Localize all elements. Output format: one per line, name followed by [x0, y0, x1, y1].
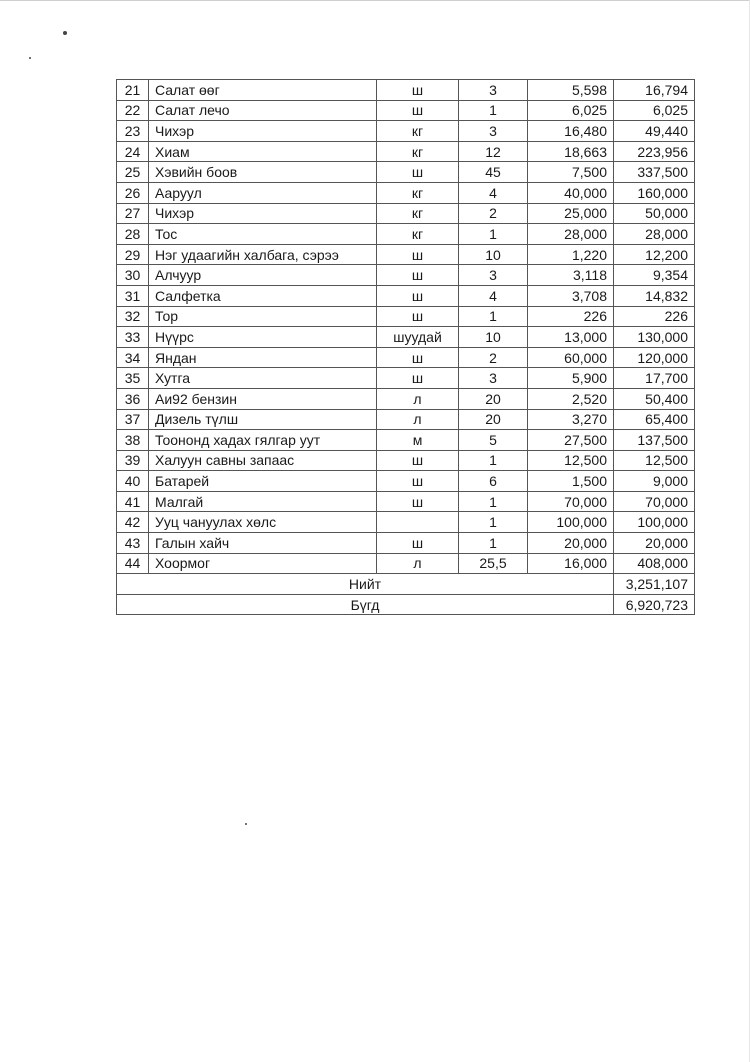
row-number: 33	[117, 327, 149, 348]
item-unit-price: 25,000	[528, 203, 614, 224]
item-name: Малгай	[149, 491, 377, 512]
items-table-body	[117, 80, 695, 574]
row-number: 22	[117, 100, 149, 121]
item-quantity: 4	[459, 182, 528, 203]
item-total: 20,000	[614, 533, 695, 554]
grand-total-row	[117, 594, 695, 615]
item-quantity: 12	[459, 141, 528, 162]
row-number: 27	[117, 203, 149, 224]
item-unit: ш	[377, 306, 459, 327]
item-unit-price: 6,025	[528, 100, 614, 121]
item-unit: кг	[377, 121, 459, 142]
item-total: 12,200	[614, 244, 695, 265]
table-row	[117, 368, 695, 389]
row-number: 34	[117, 347, 149, 368]
item-name: Хиам	[149, 141, 377, 162]
row-number: 35	[117, 368, 149, 389]
item-unit-price: 5,900	[528, 368, 614, 389]
row-number: 28	[117, 224, 149, 245]
item-unit-price: 18,663	[528, 141, 614, 162]
item-name: Салфетка	[149, 285, 377, 306]
row-number: 40	[117, 471, 149, 492]
table-row	[117, 100, 695, 121]
item-total: 100,000	[614, 512, 695, 533]
item-quantity: 1	[459, 512, 528, 533]
item-name: Тос	[149, 224, 377, 245]
items-table	[116, 79, 695, 615]
item-total: 226	[614, 306, 695, 327]
item-quantity: 4	[459, 285, 528, 306]
item-unit-price: 40,000	[528, 182, 614, 203]
item-unit: ш	[377, 471, 459, 492]
item-unit-price: 2,520	[528, 388, 614, 409]
row-number: 43	[117, 533, 149, 554]
item-unit: ш	[377, 265, 459, 286]
item-name: Чихэр	[149, 121, 377, 142]
table-row	[117, 533, 695, 554]
item-total: 6,025	[614, 100, 695, 121]
item-unit: л	[377, 553, 459, 574]
item-unit: ш	[377, 368, 459, 389]
table-row	[117, 285, 695, 306]
item-quantity: 25,5	[459, 553, 528, 574]
item-unit-price: 3,118	[528, 265, 614, 286]
table-row	[117, 182, 695, 203]
item-unit: шуудай	[377, 327, 459, 348]
item-unit: ш	[377, 347, 459, 368]
table-row	[117, 388, 695, 409]
row-number: 38	[117, 430, 149, 451]
table-row	[117, 306, 695, 327]
item-quantity: 1	[459, 533, 528, 554]
table-row	[117, 430, 695, 451]
item-unit-price: 5,598	[528, 80, 614, 101]
item-name: Хутга	[149, 368, 377, 389]
item-unit-price: 70,000	[528, 491, 614, 512]
item-quantity: 1	[459, 306, 528, 327]
row-number: 24	[117, 141, 149, 162]
subtotal-value: 3,251,107	[614, 574, 695, 595]
table-row	[117, 512, 695, 533]
item-name: Дизель түлш	[149, 409, 377, 430]
item-unit-price: 16,000	[528, 553, 614, 574]
item-quantity: 10	[459, 244, 528, 265]
row-number: 41	[117, 491, 149, 512]
item-total: 137,500	[614, 430, 695, 451]
item-unit: кг	[377, 203, 459, 224]
item-unit-price: 60,000	[528, 347, 614, 368]
item-quantity: 5	[459, 430, 528, 451]
item-unit-price: 1,220	[528, 244, 614, 265]
row-number: 26	[117, 182, 149, 203]
item-unit-price: 100,000	[528, 512, 614, 533]
item-unit-price: 1,500	[528, 471, 614, 492]
item-total: 28,000	[614, 224, 695, 245]
item-name: Чихэр	[149, 203, 377, 224]
item-name: Алчуур	[149, 265, 377, 286]
item-unit-price: 3,708	[528, 285, 614, 306]
table-row	[117, 347, 695, 368]
row-number: 37	[117, 409, 149, 430]
item-unit-price: 16,480	[528, 121, 614, 142]
item-total: 337,500	[614, 162, 695, 183]
item-name: Тоононд хадах гялгар уут	[149, 430, 377, 451]
grand-total-label: Бүгд	[117, 594, 614, 615]
item-total: 49,440	[614, 121, 695, 142]
item-total: 50,000	[614, 203, 695, 224]
table-row	[117, 162, 695, 183]
item-unit-price: 28,000	[528, 224, 614, 245]
item-unit: кг	[377, 141, 459, 162]
row-number: 23	[117, 121, 149, 142]
item-total: 16,794	[614, 80, 695, 101]
item-unit-price: 20,000	[528, 533, 614, 554]
subtotal-label: Нийт	[117, 574, 614, 595]
item-unit	[377, 512, 459, 533]
item-unit-price: 27,500	[528, 430, 614, 451]
item-name: Салат лечо	[149, 100, 377, 121]
item-unit: ш	[377, 491, 459, 512]
item-total: 120,000	[614, 347, 695, 368]
item-quantity: 2	[459, 203, 528, 224]
item-quantity: 2	[459, 347, 528, 368]
item-total: 160,000	[614, 182, 695, 203]
item-unit: ш	[377, 285, 459, 306]
item-total: 50,400	[614, 388, 695, 409]
item-name: Хоормог	[149, 553, 377, 574]
item-name: Аи92 бензин	[149, 388, 377, 409]
item-total: 223,956	[614, 141, 695, 162]
table-row	[117, 203, 695, 224]
table-row	[117, 553, 695, 574]
row-number: 31	[117, 285, 149, 306]
item-quantity: 3	[459, 80, 528, 101]
scan-speck	[63, 31, 67, 35]
grand-total-value: 6,920,723	[614, 594, 695, 615]
item-unit: ш	[377, 100, 459, 121]
table-row	[117, 471, 695, 492]
item-unit: ш	[377, 80, 459, 101]
row-number: 44	[117, 553, 149, 574]
item-name: Нүүрс	[149, 327, 377, 348]
item-quantity: 3	[459, 368, 528, 389]
table-row	[117, 121, 695, 142]
item-total: 70,000	[614, 491, 695, 512]
item-quantity: 10	[459, 327, 528, 348]
item-quantity: 1	[459, 224, 528, 245]
row-number: 36	[117, 388, 149, 409]
item-total: 130,000	[614, 327, 695, 348]
item-quantity: 1	[459, 450, 528, 471]
item-total: 17,700	[614, 368, 695, 389]
item-unit: ш	[377, 162, 459, 183]
item-unit: кг	[377, 182, 459, 203]
row-number: 25	[117, 162, 149, 183]
item-name: Галын хайч	[149, 533, 377, 554]
item-name: Яндан	[149, 347, 377, 368]
item-total: 9,000	[614, 471, 695, 492]
item-unit-price: 3,270	[528, 409, 614, 430]
item-name: Салат өөг	[149, 80, 377, 101]
item-unit-price: 13,000	[528, 327, 614, 348]
item-quantity: 6	[459, 471, 528, 492]
item-total: 65,400	[614, 409, 695, 430]
item-unit: ш	[377, 450, 459, 471]
item-name: Ууц чануулах хөлс	[149, 512, 377, 533]
row-number: 32	[117, 306, 149, 327]
item-unit: л	[377, 388, 459, 409]
item-total: 9,354	[614, 265, 695, 286]
item-quantity: 20	[459, 388, 528, 409]
item-quantity: 45	[459, 162, 528, 183]
item-total: 12,500	[614, 450, 695, 471]
table-row	[117, 409, 695, 430]
scan-speck	[29, 57, 31, 59]
item-unit: кг	[377, 224, 459, 245]
row-number: 39	[117, 450, 149, 471]
table-row	[117, 244, 695, 265]
item-quantity: 3	[459, 121, 528, 142]
table-row	[117, 491, 695, 512]
item-unit: ш	[377, 244, 459, 265]
item-name: Нэг удаагийн халбага, сэрээ	[149, 244, 377, 265]
item-name: Хэвийн боов	[149, 162, 377, 183]
table-row	[117, 141, 695, 162]
table-row	[117, 80, 695, 101]
item-quantity: 20	[459, 409, 528, 430]
row-number: 29	[117, 244, 149, 265]
item-total: 408,000	[614, 553, 695, 574]
item-name: Батарей	[149, 471, 377, 492]
item-unit-price: 12,500	[528, 450, 614, 471]
item-unit: м	[377, 430, 459, 451]
item-name: Ааруул	[149, 182, 377, 203]
table-row	[117, 327, 695, 348]
item-quantity: 1	[459, 491, 528, 512]
item-name: Халуун савны запаас	[149, 450, 377, 471]
item-unit: л	[377, 409, 459, 430]
item-quantity: 1	[459, 100, 528, 121]
table-row	[117, 224, 695, 245]
scan-speck	[245, 823, 247, 825]
table-row	[117, 450, 695, 471]
subtotal-row	[117, 574, 695, 595]
row-number: 30	[117, 265, 149, 286]
item-unit-price: 7,500	[528, 162, 614, 183]
item-total: 14,832	[614, 285, 695, 306]
item-quantity: 3	[459, 265, 528, 286]
table-row	[117, 265, 695, 286]
item-name: Тор	[149, 306, 377, 327]
row-number: 42	[117, 512, 149, 533]
item-unit: ш	[377, 533, 459, 554]
page-top-edge	[0, 0, 750, 1]
row-number: 21	[117, 80, 149, 101]
item-unit-price: 226	[528, 306, 614, 327]
